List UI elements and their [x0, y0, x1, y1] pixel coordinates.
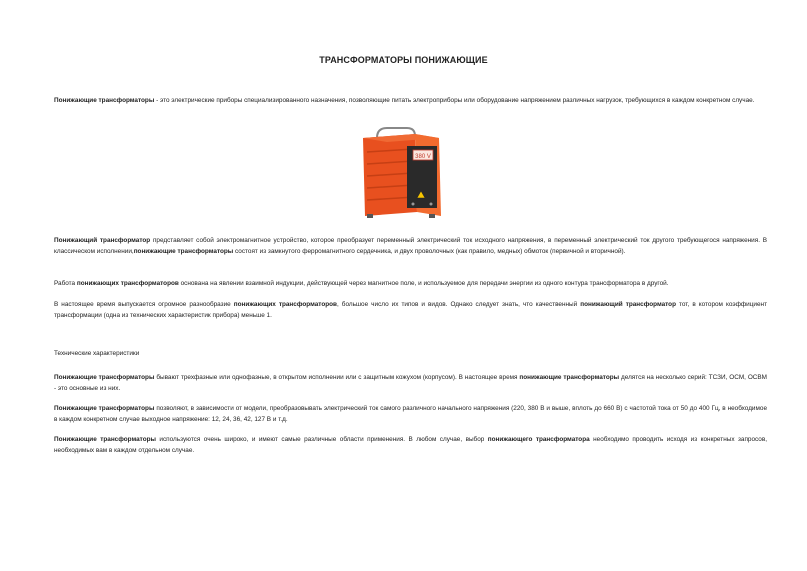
page-title: ТРАНСФОРМАТОРЫ ПОНИЖАЮЩИЕ [319, 55, 488, 65]
term-bold: понижающих трансформаторов [76, 280, 179, 287]
term-bold: Понижающие трансформаторы [54, 405, 155, 412]
text-run: бывают трехфазные или однофазные, в открытом исполнении или с защитным кожухом (корпусом). В настоящее время [154, 374, 520, 381]
term-bold: понижающих трансформаторов [233, 301, 337, 308]
text-run: В настоящее время выпускается огромное разнообразие [54, 301, 234, 308]
text-run: основана на явлении взаимной индукции, действующей через магнитное поле, и используемое для передачи энергии из одного контура трансформатора в другой. [178, 280, 669, 287]
text-run: делятся на несколько серий: ТСЗИ, ОСМ, ОСВМ - это основные из них. [54, 374, 767, 392]
text-run: позволяют, в зависимости от модели, преобразовывать электрический ток самого различного начального напряжения (220, 380 В и выше, вплоть до 660 В) с частотой тока от 50 до 400 Гц, в необходимое в каждом конкретном случае выходное напряжение: 12, 24, 36, 42, 127 В и т.д. [54, 405, 767, 423]
paragraph-applications [54, 435, 767, 456]
text-run: - это электрические приборы специализированного назначения, позволяющие питать электроприборы или оборудование напряжением различных нагрузок, требующихся в каждом конкретном случае. [154, 97, 755, 104]
term-bold: Понижающие трансформаторы [54, 436, 156, 443]
voltage-label: 380 V [415, 154, 431, 160]
text-run: состоят из замкнутого ферромагнитного сердечника, и двух проволочных (как правило, медных) обмоток (первичной и вторичной). [233, 247, 626, 255]
term-bold: Понижающий трансформатор [54, 237, 151, 244]
paragraph-intro [54, 96, 767, 107]
paragraph-types [54, 373, 767, 394]
text-run: используются очень широко, и имеют самые различные области применения. В любом случае, выбор [155, 436, 488, 443]
text-run: тот, в котором коэффициент трансформации (одна из технических характеристик прибора) меньше 1. [54, 301, 767, 319]
paragraph-voltage [54, 404, 767, 425]
text-run: необходимо проводить исходя из конкретных запросов, необходимых вам в каждом отдельном случае. [54, 436, 768, 454]
section-heading: Технические характеристики [54, 350, 140, 357]
term-bold: Понижающие трансформаторы [54, 97, 155, 104]
text-run: представляет собой электромагнитное устройство, которое преобразует переменный электрический ток исходного напряжения, в переменный электрический ток другого требующегося напряжения. В классическом исполнении, [54, 237, 767, 255]
term-bold: Понижающие трансформаторы [54, 374, 155, 381]
paragraph-variety [54, 300, 767, 321]
paragraph-operation [54, 279, 767, 290]
paragraph-definition [54, 236, 767, 257]
term-bold: понижающие трансформаторы [519, 374, 620, 381]
term-bold: понижающий трансформатор [580, 301, 676, 308]
transformer-image [355, 124, 455, 222]
text-run: Работа [54, 280, 77, 287]
term-bold: понижающего трансформатора [487, 436, 590, 443]
term-bold: понижающие трансформаторы [133, 247, 234, 255]
text-run: , большое число их типов и видов. Однако следует знать, что качественный [336, 301, 581, 308]
